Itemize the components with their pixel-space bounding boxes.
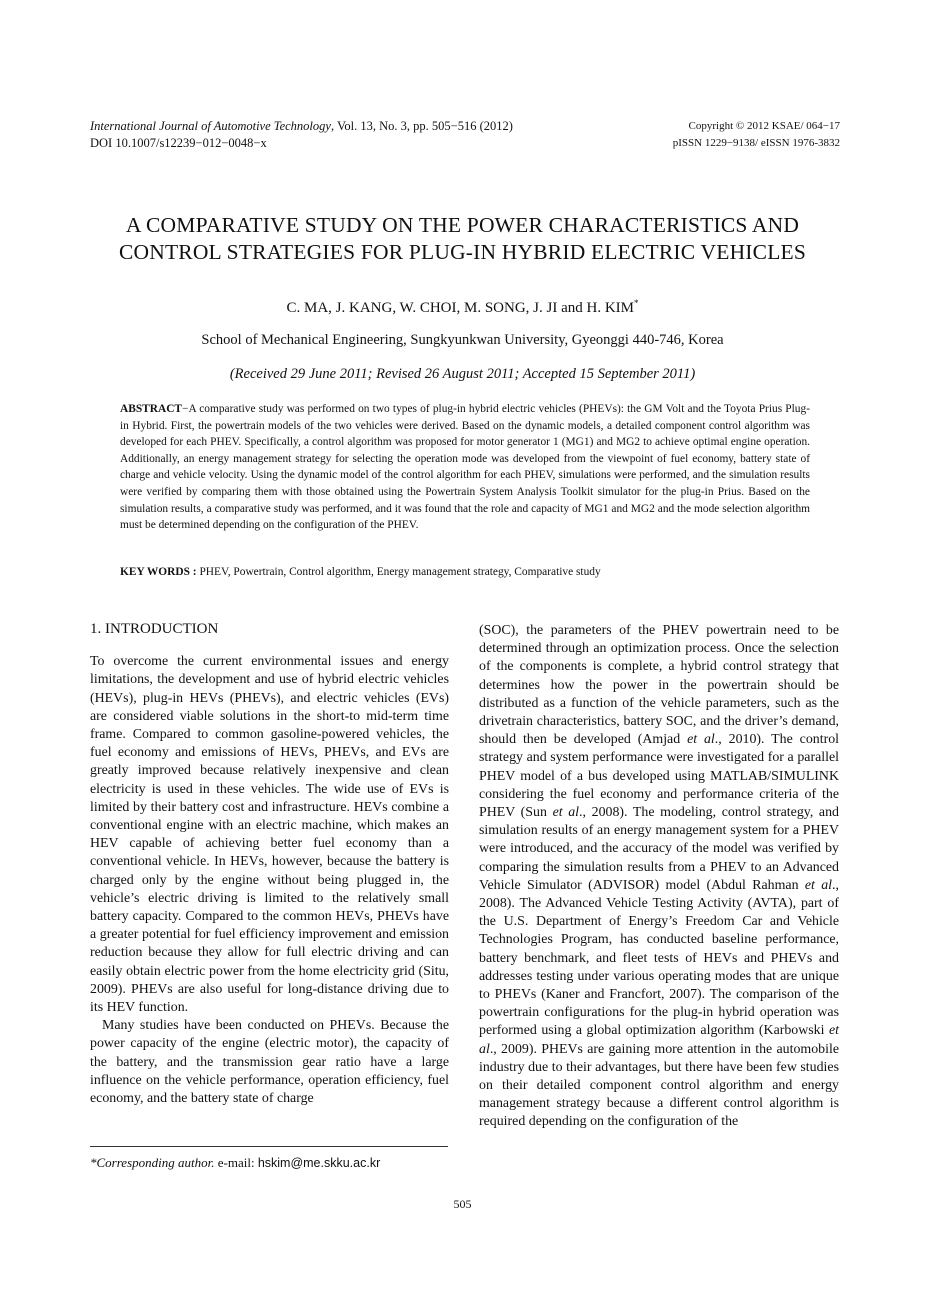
page-number: 505: [453, 1197, 472, 1211]
doi: DOI 10.1007/s12239−012−0048−x: [90, 136, 267, 150]
running-header-left: [90, 118, 513, 152]
right-column: [479, 622, 839, 1132]
keywords: [120, 564, 810, 580]
author-list: [60, 298, 865, 317]
affiliation: School of Mechanical Engineering, Sungkyunkwan University, Gyeonggi 440-746, Korea: [201, 332, 724, 348]
journal-citation: [90, 118, 513, 135]
keywords-label: KEY WORDS :: [120, 566, 197, 578]
left-column: [90, 620, 449, 1108]
section-heading: 1. INTRODUCTION: [90, 621, 219, 637]
paper-title: [60, 212, 865, 266]
corresponding-mark: *: [634, 298, 639, 308]
title-line-2: CONTROL STRATEGIES FOR PLUG-IN HYBRID ELECTRIC VEHICLES: [118, 240, 807, 264]
running-header-right: [673, 118, 840, 152]
abstract-label: ABSTRACT: [120, 403, 183, 415]
copyright: Copyright © 2012 KSAE/ 064−17: [688, 120, 840, 132]
issn: pISSN 1229−9138/ eISSN 1976-3832: [672, 137, 840, 149]
volume-issue-pages: , Vol. 13, No. 3, pp. 505−516 (2012): [330, 119, 513, 133]
footnote-label: *Corresponding author.: [90, 1155, 215, 1170]
intro-paragraph-3: (SOC), the parameters of the PHEV powertrain need to be determined through an optimization process. Once the selection of the components is complete, a hybrid control strategy that determines how the power in the powertrain should be distributed as a function of the vehicle parameters, such as the drivetrain characteristics, battery SOC, and the driver’s demand, should then be developed (Amjad et al., 2010). The control strategy and system performance were investigated for a parallel PHEV model of a bus developed using MATLAB/SIMULINK considering the fuel economy and performance criteria of the PHEV (Sun et al., 2008). The modeling, control strategy, and simulation results of an energy management system for a PHEV were introduced, and the accuracy of the model was verified by comparing the simulation results from a PHEV to an Advanced Vehicle Simulator (ADVISOR) model (Abdul Rahman et al., 2008). The Advanced Vehicle Testing Activity (AVTA), part of the U.S. Department of Energy’s Freedom Car and Vehicle Technologies Program, has conducted baseline performance, battery benchmark, and fleet tests of HEVs and PHEVs and addresses testing under various operating modes that are unique to PHEVs (Kaner and Francfort, 2007). The comparison of the powertrain configurations for the plug-in hybrid operation was performed using a global optimization algorithm (Karbowski et al., 2009). PHEVs are gaining more attention in the automobile industry due to their advantages, but there have been few studies on their detailed component control algorithm and energy management strategy because a different control algorithm is required depending on the configuration of the: [479, 623, 839, 1130]
title-line-1: A COMPARATIVE STUDY ON THE POWER CHARACTERISTICS AND: [125, 213, 800, 237]
abstract: [120, 401, 810, 534]
email-address: hskim@me.skku.ac.kr: [257, 1156, 381, 1170]
journal-name: International Journal of Automotive Technology: [90, 119, 331, 133]
authors: C. MA, J. KANG, W. CHOI, M. SONG, J. JI and H. KIM: [286, 300, 635, 316]
intro-paragraph-2: Many studies have been conducted on PHEVs. Because the power capacity of the engine (electric motor), the capacity of the battery, and the transmission gear ratio have a large influence on the vehicle performance, operation efficiency, fuel economy, and the battery state of charge: [90, 1018, 449, 1107]
footnote: *Corresponding author. e-mail: hskim@me.skku.ac.kr: [90, 1155, 381, 1170]
keywords-text: PHEV, Powertrain, Control algorithm, Energy management strategy, Comparative study: [196, 566, 601, 578]
abstract-text: −A comparative study was performed on two types of plug-in hybrid electric vehicles (PHEVs): the GM Volt and the Toyota Prius Plug-in Hybrid. First, the powertrain models of the two vehicles were derived. Based on the dynamic models, a detailed component control algorithm was developed for each PHEV. Specifically, a control algorithm was proposed for motor generator 1 (MG1) and MG2 to achieve optimal engine operation. Additionally, an energy management strategy for selecting the operation mode was developed from the viewpoint of fuel economy, battery state of charge and vehicle velocity. Using the dynamic model of the control algorithm for each PHEV, simulations were performed, and the simulation results were verified by comparing them with those obtained using the Powertrain System Analysis Toolkit simulator for the plug-in Prius. Based on the simulation results, a comparative study was performed, and it was found that the role and capacity of MG1 and MG2 and the mode selection algorithm must be determined depending on the configuration of the PHEV.: [120, 403, 810, 532]
received-dates: (Received 29 June 2011; Revised 26 August 2011; Accepted 15 September 2011): [229, 366, 696, 382]
intro-paragraph-1: To overcome the current environmental issues and energy limitations, the development and use of hybrid electric vehicles (HEVs), plug-in HEVs (PHEVs), and electric vehicles (EVs) are considered viable solutions in the short-to mid-term time frame. Compared to common gasoline-powered vehicles, the fuel economy and emissions of HEVs, PHEVs, and EVs are greatly improved because relatively inexpensive and clean electricity is used in these vehicles. The wide use of EVs is limited by their battery cost and infrastructure. HEVs combine a conventional engine with an electric machine, which makes an HEV capable of achieving better fuel economy than a conventional vehicle. In HEVs, however, because the battery is charged only by the engine without being plugged in, the vehicle’s electric driving is limited to the relatively small battery capacity. Compared to the common HEVs, PHEVs have a greater potential for fuel efficiency improvement and emission reduction because they allow for full electric driving and can easily obtain electric power from the home electricity grid (Situ, 2009). PHEVs are also useful for long-distance driving due to its HEV function.: [90, 654, 449, 1016]
footnote-divider: [90, 1146, 448, 1147]
